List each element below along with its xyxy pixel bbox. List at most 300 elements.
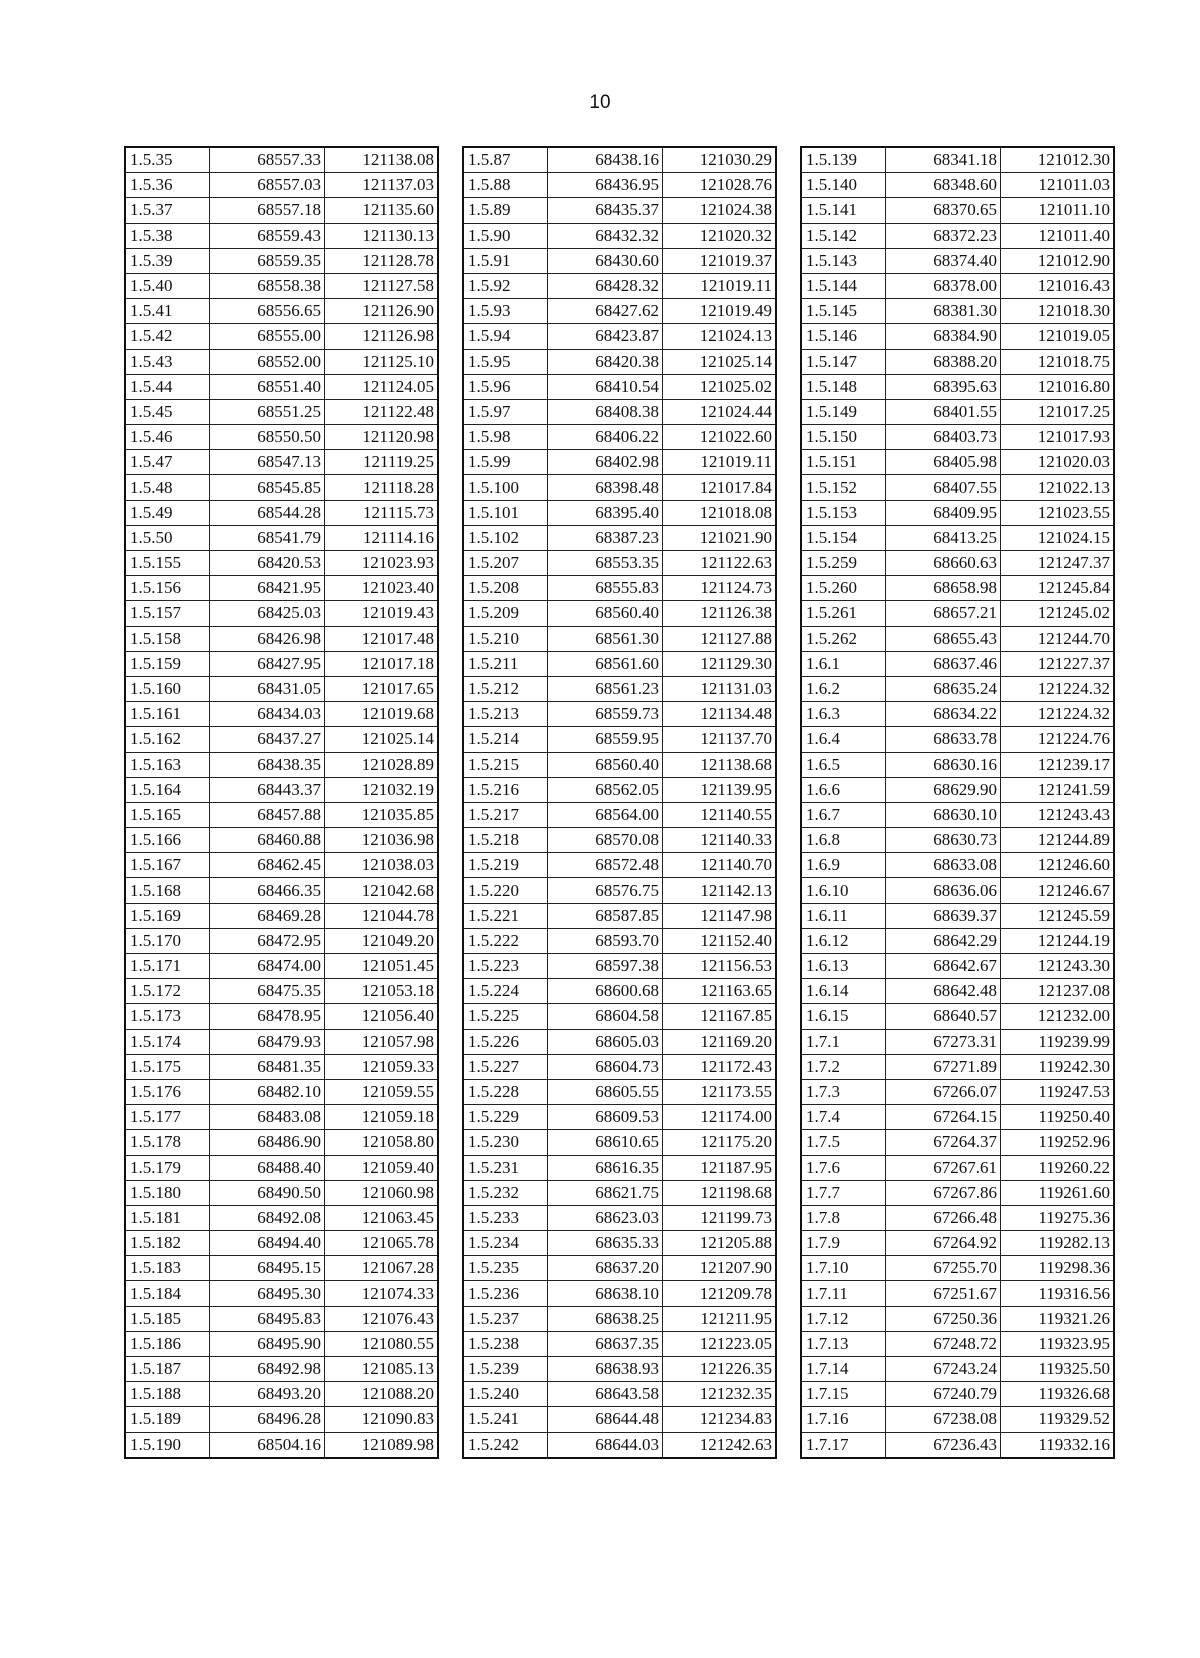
y-coordinate-cell: 121243.30 (1001, 954, 1115, 979)
table-row (125, 173, 438, 198)
y-coordinate-cell: 121205.88 (663, 1231, 777, 1256)
y-coordinate-cell: 121245.84 (1001, 576, 1115, 601)
point-id-cell: 1.5.186 (125, 1331, 210, 1356)
y-coordinate-cell: 121118.28 (325, 475, 439, 500)
table-row (801, 273, 1114, 298)
x-coordinate-cell: 68435.37 (548, 198, 663, 223)
x-coordinate-cell: 68544.28 (210, 500, 325, 525)
y-coordinate-cell: 121017.93 (1001, 425, 1115, 450)
y-coordinate-cell: 121023.40 (325, 576, 439, 601)
table-row (463, 1205, 776, 1230)
y-coordinate-cell: 121036.98 (325, 828, 439, 853)
x-coordinate-cell: 68431.05 (210, 676, 325, 701)
x-coordinate-cell: 67255.70 (886, 1256, 1001, 1281)
x-coordinate-cell: 68426.98 (210, 626, 325, 651)
point-id-cell: 1.5.236 (463, 1281, 548, 1306)
table-row (125, 500, 438, 525)
y-coordinate-cell: 121152.40 (663, 928, 777, 953)
x-coordinate-cell: 68642.29 (886, 928, 1001, 953)
y-coordinate-cell: 121244.70 (1001, 626, 1115, 651)
table-row (125, 425, 438, 450)
point-id-cell: 1.5.234 (463, 1231, 548, 1256)
table-row (463, 399, 776, 424)
point-id-cell: 1.5.146 (801, 324, 886, 349)
table-row (801, 248, 1114, 273)
x-coordinate-cell: 68604.58 (548, 1004, 663, 1029)
x-coordinate-cell: 68495.15 (210, 1256, 325, 1281)
x-coordinate-cell: 68496.28 (210, 1407, 325, 1432)
table-row (125, 273, 438, 298)
table-row (801, 676, 1114, 701)
y-coordinate-cell: 121140.55 (663, 802, 777, 827)
y-coordinate-cell: 121065.78 (325, 1231, 439, 1256)
x-coordinate-cell: 67266.48 (886, 1205, 1001, 1230)
point-id-cell: 1.5.152 (801, 475, 886, 500)
table-row (463, 1407, 776, 1432)
y-coordinate-cell: 121134.48 (663, 702, 777, 727)
table-row (801, 399, 1114, 424)
y-coordinate-cell: 121019.49 (663, 299, 777, 324)
y-coordinate-cell: 121028.76 (663, 173, 777, 198)
point-id-cell: 1.5.141 (801, 198, 886, 223)
table-row (801, 425, 1114, 450)
x-coordinate-cell: 68494.40 (210, 1231, 325, 1256)
point-id-cell: 1.5.226 (463, 1029, 548, 1054)
x-coordinate-cell: 68643.58 (548, 1382, 663, 1407)
y-coordinate-cell: 121058.80 (325, 1130, 439, 1155)
y-coordinate-cell: 119260.22 (1001, 1155, 1115, 1180)
x-coordinate-cell: 68559.73 (548, 702, 663, 727)
point-id-cell: 1.5.42 (125, 324, 210, 349)
point-id-cell: 1.5.171 (125, 954, 210, 979)
table-row (463, 626, 776, 651)
x-coordinate-cell: 68420.53 (210, 551, 325, 576)
y-coordinate-cell: 121059.18 (325, 1105, 439, 1130)
x-coordinate-cell: 68409.95 (886, 500, 1001, 525)
point-id-cell: 1.5.170 (125, 928, 210, 953)
point-id-cell: 1.5.92 (463, 273, 548, 298)
table-row (801, 626, 1114, 651)
x-coordinate-cell: 67264.92 (886, 1231, 1001, 1256)
y-coordinate-cell: 121057.98 (325, 1029, 439, 1054)
table-row (801, 1155, 1114, 1180)
table-row (463, 450, 776, 475)
x-coordinate-cell: 68438.16 (548, 147, 663, 173)
point-id-cell: 1.5.47 (125, 450, 210, 475)
y-coordinate-cell: 121017.18 (325, 651, 439, 676)
x-coordinate-cell: 68600.68 (548, 979, 663, 1004)
x-coordinate-cell: 68623.03 (548, 1205, 663, 1230)
point-id-cell: 1.5.91 (463, 248, 548, 273)
table-row (463, 1029, 776, 1054)
point-id-cell: 1.5.190 (125, 1432, 210, 1458)
y-coordinate-cell: 121024.15 (1001, 525, 1115, 550)
x-coordinate-cell: 68504.16 (210, 1432, 325, 1458)
point-id-cell: 1.5.166 (125, 828, 210, 853)
y-coordinate-cell: 121019.68 (325, 702, 439, 727)
table-row (125, 676, 438, 701)
y-coordinate-cell: 121246.60 (1001, 853, 1115, 878)
x-coordinate-cell: 68561.23 (548, 676, 663, 701)
point-id-cell: 1.5.101 (463, 500, 548, 525)
y-coordinate-cell: 121059.40 (325, 1155, 439, 1180)
x-coordinate-cell: 68460.88 (210, 828, 325, 853)
table-row (801, 1029, 1114, 1054)
x-coordinate-cell: 68420.38 (548, 349, 663, 374)
y-coordinate-cell: 121241.59 (1001, 777, 1115, 802)
x-coordinate-cell: 68428.32 (548, 273, 663, 298)
y-coordinate-cell: 121239.17 (1001, 752, 1115, 777)
y-coordinate-cell: 119332.16 (1001, 1432, 1115, 1458)
point-id-cell: 1.5.97 (463, 399, 548, 424)
table-row (801, 173, 1114, 198)
y-coordinate-cell: 121025.14 (663, 349, 777, 374)
table-row (801, 1004, 1114, 1029)
table-row (801, 576, 1114, 601)
table-row (463, 702, 776, 727)
point-id-cell: 1.5.144 (801, 273, 886, 298)
y-coordinate-cell: 121023.55 (1001, 500, 1115, 525)
x-coordinate-cell: 68610.65 (548, 1130, 663, 1155)
point-id-cell: 1.5.233 (463, 1205, 548, 1230)
y-coordinate-cell: 121012.90 (1001, 248, 1115, 273)
x-coordinate-cell: 68572.48 (548, 853, 663, 878)
y-coordinate-cell: 121244.89 (1001, 828, 1115, 853)
y-coordinate-cell: 121090.83 (325, 1407, 439, 1432)
point-id-cell: 1.6.8 (801, 828, 886, 853)
x-coordinate-cell: 68605.03 (548, 1029, 663, 1054)
y-coordinate-cell: 121127.88 (663, 626, 777, 651)
table-row (125, 1029, 438, 1054)
point-id-cell: 1.6.12 (801, 928, 886, 953)
point-id-cell: 1.5.230 (463, 1130, 548, 1155)
y-coordinate-cell: 121209.78 (663, 1281, 777, 1306)
x-coordinate-cell: 68559.95 (548, 727, 663, 752)
y-coordinate-cell: 121142.13 (663, 878, 777, 903)
y-coordinate-cell: 119275.36 (1001, 1205, 1115, 1230)
y-coordinate-cell: 119247.53 (1001, 1079, 1115, 1104)
y-coordinate-cell: 121244.19 (1001, 928, 1115, 953)
y-coordinate-cell: 121173.55 (663, 1079, 777, 1104)
y-coordinate-cell: 121175.20 (663, 1130, 777, 1155)
table-row (801, 1331, 1114, 1356)
y-coordinate-cell: 121012.30 (1001, 147, 1115, 173)
x-coordinate-cell: 68495.83 (210, 1306, 325, 1331)
point-id-cell: 1.5.90 (463, 223, 548, 248)
y-coordinate-cell: 121038.03 (325, 853, 439, 878)
x-coordinate-cell: 68547.13 (210, 450, 325, 475)
point-id-cell: 1.7.4 (801, 1105, 886, 1130)
y-coordinate-cell: 121024.44 (663, 399, 777, 424)
table-row (125, 702, 438, 727)
x-coordinate-cell: 68482.10 (210, 1079, 325, 1104)
x-coordinate-cell: 68604.73 (548, 1054, 663, 1079)
y-coordinate-cell: 121042.68 (325, 878, 439, 903)
x-coordinate-cell: 68658.98 (886, 576, 1001, 601)
table-row (801, 1231, 1114, 1256)
x-coordinate-cell: 67271.89 (886, 1054, 1001, 1079)
y-coordinate-cell: 121056.40 (325, 1004, 439, 1029)
x-coordinate-cell: 68421.95 (210, 576, 325, 601)
table-row (125, 1382, 438, 1407)
page-number: 10 (589, 92, 611, 113)
table-row (801, 349, 1114, 374)
table-row (801, 500, 1114, 525)
x-coordinate-cell: 68556.65 (210, 299, 325, 324)
y-coordinate-cell: 121163.65 (663, 979, 777, 1004)
x-coordinate-cell: 68644.48 (548, 1407, 663, 1432)
x-coordinate-cell: 68427.95 (210, 651, 325, 676)
table-row (801, 853, 1114, 878)
coordinates-table-1 (124, 146, 439, 1459)
y-coordinate-cell: 121245.02 (1001, 601, 1115, 626)
x-coordinate-cell: 68561.30 (548, 626, 663, 651)
table-row (463, 248, 776, 273)
x-coordinate-cell: 67236.43 (886, 1432, 1001, 1458)
table-row (801, 979, 1114, 1004)
x-coordinate-cell: 68551.40 (210, 374, 325, 399)
x-coordinate-cell: 68384.90 (886, 324, 1001, 349)
table-row (463, 928, 776, 953)
y-coordinate-cell: 121025.02 (663, 374, 777, 399)
table-row (801, 954, 1114, 979)
y-coordinate-cell: 121138.08 (325, 147, 439, 173)
x-coordinate-cell: 68427.62 (548, 299, 663, 324)
table-row (801, 651, 1114, 676)
table-row (125, 1281, 438, 1306)
y-coordinate-cell: 121224.32 (1001, 702, 1115, 727)
x-coordinate-cell: 68492.08 (210, 1205, 325, 1230)
table-row (463, 299, 776, 324)
point-id-cell: 1.7.10 (801, 1256, 886, 1281)
x-coordinate-cell: 67264.37 (886, 1130, 1001, 1155)
table-row (801, 147, 1114, 173)
x-coordinate-cell: 67250.36 (886, 1306, 1001, 1331)
x-coordinate-cell: 68488.40 (210, 1155, 325, 1180)
point-id-cell: 1.5.261 (801, 601, 886, 626)
point-id-cell: 1.6.7 (801, 802, 886, 827)
y-coordinate-cell: 121223.05 (663, 1331, 777, 1356)
x-coordinate-cell: 68395.63 (886, 374, 1001, 399)
table-row (463, 1331, 776, 1356)
point-id-cell: 1.5.140 (801, 173, 886, 198)
coordinates-table-2 (462, 146, 777, 1459)
table-row (125, 450, 438, 475)
x-coordinate-cell: 68475.35 (210, 979, 325, 1004)
table-row (801, 299, 1114, 324)
x-coordinate-cell: 68495.90 (210, 1331, 325, 1356)
point-id-cell: 1.5.176 (125, 1079, 210, 1104)
y-coordinate-cell: 121049.20 (325, 928, 439, 953)
x-coordinate-cell: 68410.54 (548, 374, 663, 399)
x-coordinate-cell: 68557.03 (210, 173, 325, 198)
point-id-cell: 1.5.227 (463, 1054, 548, 1079)
y-coordinate-cell: 121059.55 (325, 1079, 439, 1104)
point-id-cell: 1.5.218 (463, 828, 548, 853)
table-row (463, 954, 776, 979)
x-coordinate-cell: 68381.30 (886, 299, 1001, 324)
x-coordinate-cell: 68560.40 (548, 752, 663, 777)
x-coordinate-cell: 68638.25 (548, 1306, 663, 1331)
table-row (801, 1382, 1114, 1407)
table-row (463, 1054, 776, 1079)
x-coordinate-cell: 68434.03 (210, 702, 325, 727)
y-coordinate-cell: 119323.95 (1001, 1331, 1115, 1356)
x-coordinate-cell: 67267.61 (886, 1155, 1001, 1180)
y-coordinate-cell: 121227.37 (1001, 651, 1115, 676)
table-row (125, 1231, 438, 1256)
x-coordinate-cell: 68640.57 (886, 1004, 1001, 1029)
y-coordinate-cell: 121019.11 (663, 450, 777, 475)
y-coordinate-cell: 121018.75 (1001, 349, 1115, 374)
x-coordinate-cell: 68630.16 (886, 752, 1001, 777)
table-row (801, 802, 1114, 827)
y-coordinate-cell: 121019.37 (663, 248, 777, 273)
point-id-cell: 1.5.221 (463, 903, 548, 928)
y-coordinate-cell: 121226.35 (663, 1357, 777, 1382)
table-row (801, 1256, 1114, 1281)
table-row (463, 777, 776, 802)
point-id-cell: 1.6.14 (801, 979, 886, 1004)
x-coordinate-cell: 68560.40 (548, 601, 663, 626)
y-coordinate-cell: 121022.60 (663, 425, 777, 450)
y-coordinate-cell: 121017.84 (663, 475, 777, 500)
table-row (125, 1331, 438, 1356)
point-id-cell: 1.5.232 (463, 1180, 548, 1205)
point-id-cell: 1.5.157 (125, 601, 210, 626)
point-id-cell: 1.6.10 (801, 878, 886, 903)
table-row (125, 198, 438, 223)
point-id-cell: 1.5.148 (801, 374, 886, 399)
table-row (463, 324, 776, 349)
point-id-cell: 1.7.11 (801, 1281, 886, 1306)
y-coordinate-cell: 121017.65 (325, 676, 439, 701)
table-row (463, 802, 776, 827)
x-coordinate-cell: 68403.73 (886, 425, 1001, 450)
x-coordinate-cell: 68405.98 (886, 450, 1001, 475)
point-id-cell: 1.5.177 (125, 1105, 210, 1130)
y-coordinate-cell: 119298.36 (1001, 1256, 1115, 1281)
y-coordinate-cell: 121129.30 (663, 651, 777, 676)
x-coordinate-cell: 68469.28 (210, 903, 325, 928)
x-coordinate-cell: 67251.67 (886, 1281, 1001, 1306)
y-coordinate-cell: 121137.70 (663, 727, 777, 752)
x-coordinate-cell: 68635.24 (886, 676, 1001, 701)
point-id-cell: 1.5.179 (125, 1155, 210, 1180)
point-id-cell: 1.7.9 (801, 1231, 886, 1256)
y-coordinate-cell: 121019.11 (663, 273, 777, 298)
x-coordinate-cell: 68486.90 (210, 1130, 325, 1155)
y-coordinate-cell: 121074.33 (325, 1281, 439, 1306)
y-coordinate-cell: 121207.90 (663, 1256, 777, 1281)
table-row (463, 651, 776, 676)
point-id-cell: 1.5.229 (463, 1105, 548, 1130)
table-row (463, 878, 776, 903)
x-coordinate-cell: 68437.27 (210, 727, 325, 752)
table-row (463, 173, 776, 198)
point-id-cell: 1.7.8 (801, 1205, 886, 1230)
x-coordinate-cell: 68561.60 (548, 651, 663, 676)
point-id-cell: 1.7.2 (801, 1054, 886, 1079)
y-coordinate-cell: 121020.32 (663, 223, 777, 248)
table-row (125, 626, 438, 651)
x-coordinate-cell: 68642.67 (886, 954, 1001, 979)
point-id-cell: 1.5.145 (801, 299, 886, 324)
y-coordinate-cell: 121167.85 (663, 1004, 777, 1029)
point-id-cell: 1.5.161 (125, 702, 210, 727)
x-coordinate-cell: 68378.00 (886, 273, 1001, 298)
x-coordinate-cell: 68413.25 (886, 525, 1001, 550)
point-id-cell: 1.5.167 (125, 853, 210, 878)
point-id-cell: 1.5.95 (463, 349, 548, 374)
point-id-cell: 1.5.96 (463, 374, 548, 399)
point-id-cell: 1.5.228 (463, 1079, 548, 1104)
table-row (463, 1105, 776, 1130)
y-coordinate-cell: 121060.98 (325, 1180, 439, 1205)
y-coordinate-cell: 121063.45 (325, 1205, 439, 1230)
x-coordinate-cell: 68423.87 (548, 324, 663, 349)
y-coordinate-cell: 121059.33 (325, 1054, 439, 1079)
x-coordinate-cell: 67267.86 (886, 1180, 1001, 1205)
table-row (125, 399, 438, 424)
y-coordinate-cell: 121128.78 (325, 248, 439, 273)
x-coordinate-cell: 68493.20 (210, 1382, 325, 1407)
x-coordinate-cell: 68597.38 (548, 954, 663, 979)
y-coordinate-cell: 121137.03 (325, 173, 439, 198)
table-row (125, 324, 438, 349)
x-coordinate-cell: 68655.43 (886, 626, 1001, 651)
point-id-cell: 1.5.213 (463, 702, 548, 727)
y-coordinate-cell: 121126.98 (325, 324, 439, 349)
table-row (463, 525, 776, 550)
table-row (801, 1079, 1114, 1104)
y-coordinate-cell: 119261.60 (1001, 1180, 1115, 1205)
y-coordinate-cell: 121138.68 (663, 752, 777, 777)
point-id-cell: 1.5.94 (463, 324, 548, 349)
table-row (463, 1281, 776, 1306)
table-row (801, 1306, 1114, 1331)
table-row (801, 374, 1114, 399)
point-id-cell: 1.5.163 (125, 752, 210, 777)
x-coordinate-cell: 68374.40 (886, 248, 1001, 273)
x-coordinate-cell: 68559.43 (210, 223, 325, 248)
y-coordinate-cell: 121051.45 (325, 954, 439, 979)
point-id-cell: 1.7.6 (801, 1155, 886, 1180)
point-id-cell: 1.5.150 (801, 425, 886, 450)
table-row (125, 576, 438, 601)
point-id-cell: 1.7.12 (801, 1306, 886, 1331)
point-id-cell: 1.5.185 (125, 1306, 210, 1331)
y-coordinate-cell: 121019.05 (1001, 324, 1115, 349)
y-coordinate-cell: 121024.13 (663, 324, 777, 349)
table-row (125, 777, 438, 802)
x-coordinate-cell: 68637.20 (548, 1256, 663, 1281)
point-id-cell: 1.5.158 (125, 626, 210, 651)
point-id-cell: 1.5.209 (463, 601, 548, 626)
x-coordinate-cell: 68559.35 (210, 248, 325, 273)
y-coordinate-cell: 119250.40 (1001, 1105, 1115, 1130)
y-coordinate-cell: 121011.10 (1001, 198, 1115, 223)
x-coordinate-cell: 68587.85 (548, 903, 663, 928)
y-coordinate-cell: 121124.05 (325, 374, 439, 399)
table-row (125, 979, 438, 1004)
table-row (125, 1054, 438, 1079)
y-coordinate-cell: 121147.98 (663, 903, 777, 928)
x-coordinate-cell: 68436.95 (548, 173, 663, 198)
table-row (463, 752, 776, 777)
point-id-cell: 1.6.15 (801, 1004, 886, 1029)
table-row (125, 1180, 438, 1205)
